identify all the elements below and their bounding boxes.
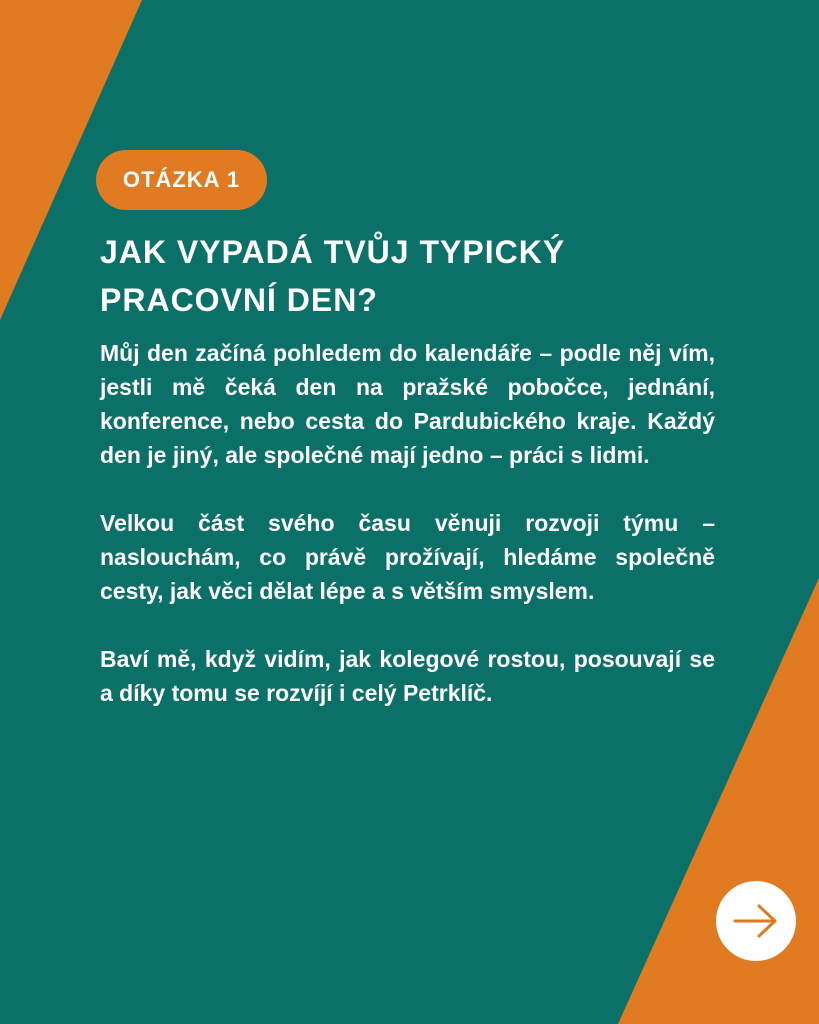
answer-paragraph: Můj den začíná pohledem do kalendáře – podle něj vím, jestli mě čeká den na pražské pobočce, jednání, konference, nebo cesta do Pardubického kraje. Každý den je jiný, ale společné mají jedno – práci s lidmi.: [100, 340, 715, 468]
answer-paragraph: Velkou část svého času věnuji rozvoji týmu – naslouchám, co právě prožívají, hledáme společně cesty, jak věci dělat lépe a s větším smyslem.: [100, 510, 715, 604]
answer-paragraph: Baví mě, když vidím, jak kolegové rostou, posouvají se a díky tomu se rozvíjí i celý Petrklíč.: [100, 646, 715, 706]
arrow-right-icon: [731, 903, 781, 939]
next-button[interactable]: [716, 881, 796, 961]
question-title: JAK VYPADÁ TVŮJ TYPICKÝ PRACOVNÍ DEN?: [100, 234, 566, 318]
answer-text: [100, 336, 715, 710]
question-badge: [96, 150, 267, 210]
question-badge-label: OTÁZKA 1: [122, 167, 241, 192]
